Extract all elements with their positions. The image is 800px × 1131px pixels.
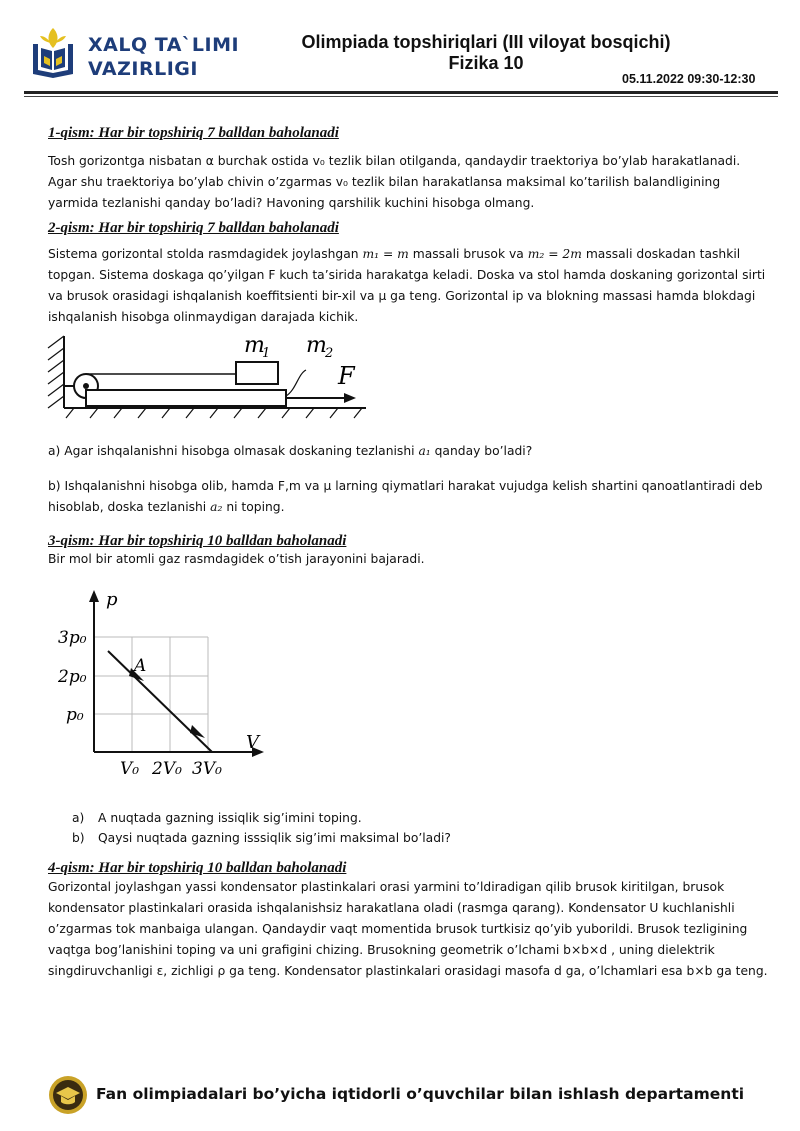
footer-department: Fan olimpiadalari bo’yicha iqtidorli o’quvchilar bilan ishlash departamenti [96,1085,745,1103]
part4-text: Gorizontal joylashgan yassi kondensator plastinkalari orasi yarmini to’ldiradigan qilib brusok kiritilgan, brusok kondensator plastinkalari orasida ishqalanishsiz harakatlana oladi (rasmga qarang). Kondensator U kuchlanishli o’zgarmas tok manbaiga ulangan. Qandaydir vaqt momentida brusok turtkisiz qo’yib yuborildi. Brusok tezligining vaqtga bog’lanishini toping va uni grafigini chizing. Brusokning geometrik o’lchami b×b×d , uning dielektrik singdiruvchanligi ε, zichligi ρ ga teng. Kondensator plastinkalari orasidagi masofa d ga, o’lchamlari esa b×b ga teng. [48,880,768,978]
part3-heading: 3-qism: Har bir topshiriq 10 balldan baholanadi [48,533,347,549]
label-F: F [338,362,355,390]
logo-line-1: XALQ TA`LIMI [88,34,240,56]
x-tick-2V0: 2V₀ [152,759,182,779]
part3-item-b: Qaysi nuqtada gazning isssiqlik sig’imi maksimal bo’ladi? [98,831,451,845]
part3-item-a: A nuqtada gazning issiqlik sig’imini toping. [98,811,362,825]
label-m1: m [244,333,265,358]
y-tick-2p0: 2p₀ [58,667,87,687]
department-emblem [48,1075,88,1120]
x-tick-V0: V₀ [120,759,140,779]
m2-formula: m₂ = 2m [527,247,582,261]
part1-text: Tosh gorizontga nisbatan α burchak ostida v₀ tezlik bilan otilganda, qandaydir traektoriya bo’ylab harakatlanadi. Agar shu traektoriya bo’ylab chivin o’zgarmas v₀ tezlik bilan harakatlansa maksimal ko’tarilish balandligining yarmida tezlanishi qanday bo’ladi? Havoning qarshilik kuchini hisobga olmang. [48,154,741,210]
logo-line-2: VAZIRLIGI [88,58,198,80]
part2-text-c: massali doskadan tashkil topgan. Sistema doskaga qo’yilgan F kuch ta’sirida harakatga keladi. Doska va stol hamda doskaning gorizontal sirti va brusok orasidagi ishqalanish koeffitsienti bir-xil va μ ga teng. Gorizontal ip va blokning massasi hamda blokdagi ishqalanish hisobga olinmaydigan darajada kichik. [48,247,766,324]
subject-title: Fizika 10 [448,53,524,73]
qb-text-1: b) Ishqalanishni hisobga olib, hamda F,m va μ larning qiymatlari harakat vujudga kelish shartini qanoatlantiradi deb hisoblab, doska tezlanishi [48,479,763,514]
part4-heading: 4-qism: Har bir topshiriq 10 balldan baholanadi [48,860,347,876]
v-axis-label: V [246,732,259,753]
part2-text [48,244,768,328]
point-A-label: A [134,656,147,676]
table-hatching [66,408,362,418]
p-axis-label: p [106,589,118,610]
part2-text-a: Sistema gorizontal stolda rasmdagidek joylashgan [48,247,363,261]
process-line [108,651,212,752]
part2-question-a [48,441,768,462]
label-m2-sub: 2 [325,346,334,361]
part2-text-b: massali brusok va [408,247,528,261]
part2-heading: 2-qism: Har bir topshiriq 7 balldan baholanadi [48,220,339,236]
part3-item-a-marker: a) [72,811,85,825]
a1-var: a₁ [418,444,431,458]
ministry-logo [30,26,76,85]
qb-text-2: ni toping. [222,500,285,514]
x-tick-3V0: 3V₀ [192,759,222,779]
pv-graph [50,588,270,788]
graduation-emblem-icon [48,1075,88,1115]
m1-formula: m₁ = m [362,247,409,261]
part1-heading: 1-qism: Har bir topshiriq 7 balldan baholanadi [48,125,339,141]
part2-question-b [48,476,768,518]
part3-item-b-marker: b) [72,831,85,845]
label-m2: m [306,333,327,358]
y-tick-3p0: 3p₀ [58,628,87,648]
y-tick-p0: p₀ [66,705,84,725]
a2-var: a₂ [210,500,223,514]
header-rule-thick [24,91,778,94]
board-block-figure [44,330,374,420]
wall-hatching [48,336,64,408]
book-logo-icon [30,26,76,80]
part3-text: Bir mol bir atomli gaz rasmdagidek o’tish jarayonini bajaradi. [48,552,425,566]
qa-text-1: a) Agar ishqalanishni hisobga olmasak doskaning tezlanishi [48,444,419,458]
board-rect [86,390,286,406]
block-rect [236,362,278,384]
document-title: Olimpiada topshiriqlari (III viloyat bosqichi) [301,32,671,52]
exam-date: 05.11.2022 09:30-12:30 [622,72,756,86]
header-rule-thin [24,96,778,97]
label-m1-sub: 1 [262,346,271,361]
qa-text-2: qanday bo’ladi? [430,444,533,458]
